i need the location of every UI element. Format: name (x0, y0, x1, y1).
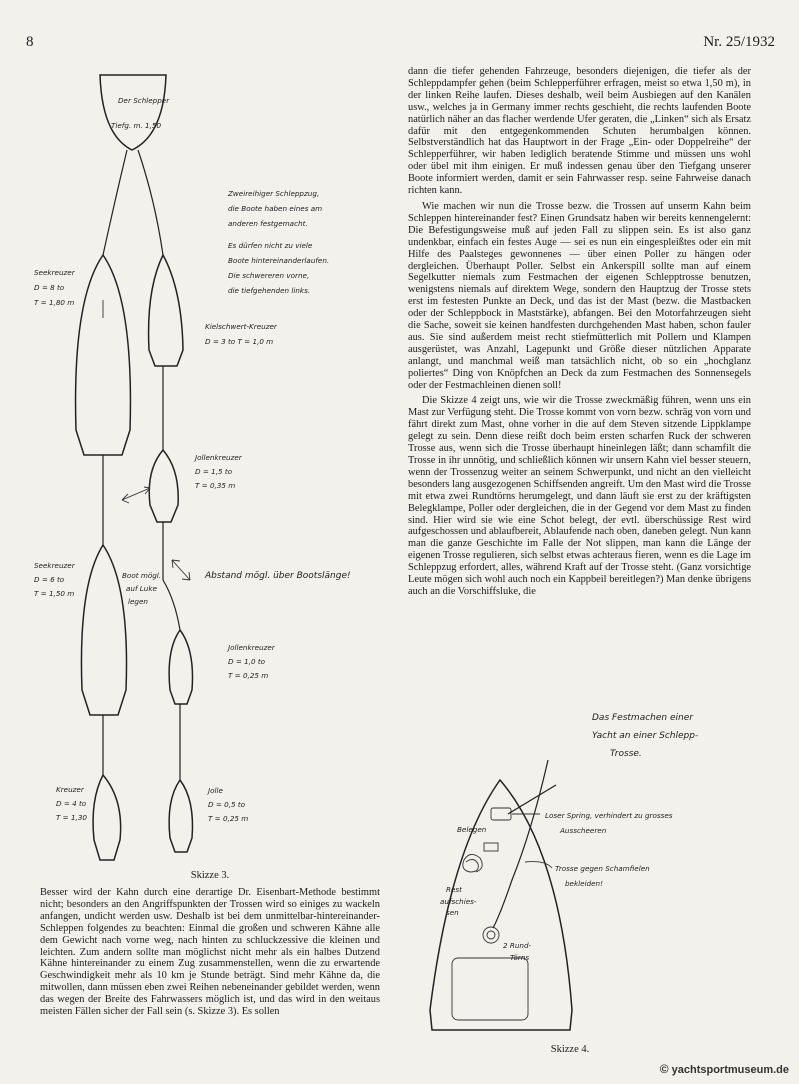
copyright-symbol: © (659, 1062, 669, 1076)
svg-text:D = 1,5 to: D = 1,5 to (195, 467, 233, 476)
coiled-rope (463, 854, 482, 872)
trosse (493, 760, 548, 928)
boat-jollenkreuzer-1-0t (169, 630, 192, 704)
svg-text:auf Luke: auf Luke (126, 584, 157, 593)
svg-text:Boote hintereinanderlaufen.: Boote hintereinanderlaufen. (228, 256, 330, 265)
paragraph: Wie machen wir nun die Trosse bezw. die Trossen auf unserm Kahn beim Schleppen hintereinander fest? Einen Grundsatz haben wir bereits kennengelernt: Die Befestigungsweise muß auf jeden Fall zu slippen sein. Es ist also ganz undenkbar, einfach ein festes Auge — sei es nun ein eingespleißtes oder ein mit Hilfe des Paalsteges gewonnenes — über einen Poller zu hängen oder dergleichen. Überhaupt Poller. Selbst ein Ankerspill sollte man auf einem Segelkutter niemals zum Festmachen der eigenen Schlepptrosse benutzen, wenigstens niemals auf direktem Wege, sondern den Hauptzug der Trosse stets erst im festesten Punkte an Deck, und das ist der Mast (bezw. die Mastbacken oder der Schleppbock in Maststärke), abfangen. Bei den Motorfahrzeugen sieht die Sache, soweit sie keinen handfesten durchgehenden Mast haben, schon fauler aus. Sie sind außerdem meist recht stiefmütterlich mit Pollern und Klampen ausgerüstet, was Anzahl, Lagepunkt und Größe dieser nützlichen Apparate anlangt, und manchmal weiß man tatsächlich nicht, ob so ein „hochglanz poliertes“ Ding von Knöpfchen an Deck da zum Festmachen des Sonnensegels oder der Festmachleinen dienen soll! (408, 200, 751, 391)
skizze-3-caption: Skizze 3. (190, 870, 230, 881)
schlepper-hull (100, 75, 166, 150)
loser-spring-1: Loser Spring, verhindert zu grosses (545, 811, 673, 820)
svg-text:aufschies-: aufschies- (440, 897, 477, 906)
svg-text:T = 1,80 m: T = 1,80 m (34, 298, 75, 307)
boat-kielschwert-kreuzer (149, 255, 183, 366)
mast (483, 927, 499, 943)
svg-text:Yacht an einer Schlepp-: Yacht an einer Schlepp- (592, 731, 699, 741)
article-right-column (408, 66, 751, 598)
watermark[interactable] (660, 1062, 789, 1076)
rest-label: Rest (446, 885, 462, 894)
trosse-note-1: Trosse gegen Schamfielen (555, 864, 650, 873)
skizze4-title-1: Das Festmachen einer (592, 713, 693, 723)
issue-number: Nr. 25/1932 (703, 34, 775, 50)
watermark-text: yachtsportmuseum.de (671, 1064, 789, 1076)
svg-text:Törns: Törns (510, 953, 530, 962)
note-zweireihig-1: Zweireihiger Schleppzug, (228, 189, 320, 198)
svg-text:sen: sen (446, 908, 459, 917)
svg-text:D = 4 to: D = 4 to (56, 799, 87, 808)
boat-kreuzer-4t (93, 775, 121, 860)
svg-text:Die schwereren vorne,: Die schwereren vorne, (228, 271, 310, 280)
belegklampe (484, 843, 498, 851)
svg-text:D = 0,5 to: D = 0,5 to (208, 800, 246, 809)
page-number: 8 (26, 34, 34, 50)
boat-label-seekreuzer-8t: Seekreuzer (34, 268, 75, 277)
boat-label-jolle: Jolle (208, 786, 223, 795)
svg-text:anderen festgemacht.: anderen festgemacht. (228, 219, 308, 228)
schlepper-draft: Tiefg. m. 1,50 (111, 121, 162, 130)
boat-label-kreuzer-4t: Kreuzer (56, 785, 84, 794)
svg-text:D = 8 to: D = 8 to (34, 283, 65, 292)
paragraph: Die Skizze 4 zeigt uns, wie wir die Trosse zweckmäßig führen, wenn uns ein Mast zur Verfügung steht. Die Trosse kommt von vorn bezw. schräg von vorn und fährt direkt zum Mast, ohne vorher in die auf dem Steven sitzende Lippklampe gelegt zu sein. Denn diese reißt doch beim ersten scharfen Ruck der schweren Trosse aus, wenn sich die Trosse überhaupt hineinlegen läßt; dann schamfilt die Trosse in ihr unnötig, und schließlich können wir unsern Kahn viel besser steuern, wenn der Trossenzug weiter an seinem Schwerpunkt, und nicht an den vielleicht besonders lang ausgezogenen Schiffsenden angreift. Um den Mast wird die Trosse mit etwa zwei Rundtörns herumgelegt, und dann läuft sie erst zu der kräftigsten Belegklampe, Poller oder dergleichen, die in der Gegend vor dem Mast zu finden sind. Hier wird sie wie eine Schot belegt, der evtl. überschüssige Rest wird aufgeschossen und ablaufbereit, Ablaufende nach oben, daneben gelegt. Nun kann man die ganze Geschichte im Falle der Not slippen, man kann die Länge der eigenen Trosse regulieren, sich selbst etwas achteraus fieren, wenn es die Lage im Schleppzug erfordert, alles, während Kraft auf der Trosse steht. (Ganz vorsichtige Leute mögen sich wohl auch noch ein Kappbeil bereitlegen?) Man denke übrigens auch an die Vorschiffsluke, die (408, 395, 751, 597)
abstand-label: Abstand mögl. über Bootslänge! (205, 571, 351, 581)
svg-text:T = 0,25 m: T = 0,25 m (228, 671, 269, 680)
boat-label-seekreuzer-6t: Seekreuzer (34, 561, 75, 570)
svg-text:T = 0,35 m: T = 0,35 m (195, 481, 236, 490)
svg-text:die tiefgehenden links.: die tiefgehenden links. (228, 286, 311, 295)
vorschiffsluke (452, 958, 528, 1020)
paragraph: dann die tiefer gehenden Fahrzeuge, besonders diejenigen, die tiefer als der Schleppdampfer gehen (beim Schlepperführer erfragen, meist so etwa 1,50 m), in der linken Reihe laufen. Dieses deshalb, weil beim Ausbiegen auf den Kanälen usw., welches ja in Germany immer rechts geschieht, die rechts laufenden Boote natürlich näher an das flacher werdende Ufer geraten, die „Linken“ sich als Ersatz dafür mit den entgegenkommenden Schuten herumbalgen können. Selbstverständlich hat das Hauptwort in der Frage „Ein- oder Doppelreihe“ der Schlepperführer, wir haben lediglich beratende Stimme und müssen uns wohl oder übel mit ihm einigen. Er muß indessen genau über den Tiefgang unserer Boote informiert werden, damit er sein Fahrwasser resp. seine Fahrweise danach richten kann. (408, 66, 751, 197)
boat-label-kielschwert: Kielschwert-Kreuzer (205, 322, 277, 331)
tow-line-right (138, 150, 163, 255)
distance-arrow-lower (172, 560, 190, 580)
boat-seekreuzer-6t (81, 545, 126, 715)
svg-text:D = 1,0 to: D = 1,0 to (228, 657, 266, 666)
boat-label-jollenkreuzer-1-5t: Jollenkreuzer (195, 453, 242, 462)
svg-text:Trosse.: Trosse. (610, 749, 642, 759)
note-nicht-zu-viele-1: Es dürfen nicht zu viele (228, 241, 313, 250)
svg-text:T = 1,30: T = 1,30 (56, 813, 87, 822)
belegen-label: Belegen (457, 825, 487, 834)
boat-jollenkreuzer-1-5t (149, 450, 178, 522)
boat-label-luke: Boot mögl. (122, 571, 162, 580)
tow-line-left (103, 150, 127, 255)
boat-label-jollenkreuzer-1-0t: Jollenkreuzer (228, 643, 275, 652)
svg-text:D = 3 to T = 1,0 m: D = 3 to T = 1,0 m (205, 337, 274, 346)
svg-text:Ausscheeren: Ausscheeren (560, 826, 607, 835)
svg-text:T = 1,50 m: T = 1,50 m (34, 589, 75, 598)
distance-arrow-upper (122, 487, 150, 503)
article-left-column: Besser wird der Kahn durch eine derartige Dr. Eisenbart-Methode bestimmt nicht; besonders an den Angriffspunkten der Trossen wird so einiges zu wackeln anfangen, undicht werden usw. Deshalb ist bei dem unmittelbar-hintereinander-Schleppen folgendes zu beachten: Einmal die großen und schweren Kähne alle dem Gewicht nach vorne weg, nach hinten zu schluckzessive die kleinen und leichten. Zum andern sollte man möglichst nicht mehr als ein halbes Dutzend Kähne hintereinander zu einem Zug zusammenstellen, wenn die zu erwartende Geschwindigkeit mehr als 10 km je Stunde beträgt. Sind mehr Kähne da, die mitwollen, dann müssen eben zwei Reihen nebeneinander gebildet werden, wenn das wegen der Breite des Fahrwassers möglich ist, und das wird in den weitaus meisten Fällen sicher der Fall sein (s. Skizze 3). Es sollen (40, 887, 380, 1018)
rundtoerns-label: 2 Rund- (503, 941, 532, 950)
boat-seekreuzer-8t (76, 255, 131, 455)
skizze-4-caption: Skizze 4. (550, 1044, 590, 1055)
svg-text:bekleiden!: bekleiden! (565, 879, 603, 888)
svg-text:die Boote haben eines am: die Boote haben eines am (228, 204, 323, 213)
svg-text:legen: legen (128, 597, 148, 606)
schlepper-label: Der Schlepper (118, 96, 170, 105)
svg-text:T = 0,25 m: T = 0,25 m (208, 814, 249, 823)
boat-jolle (169, 780, 192, 852)
svg-text:D = 6 to: D = 6 to (34, 575, 65, 584)
